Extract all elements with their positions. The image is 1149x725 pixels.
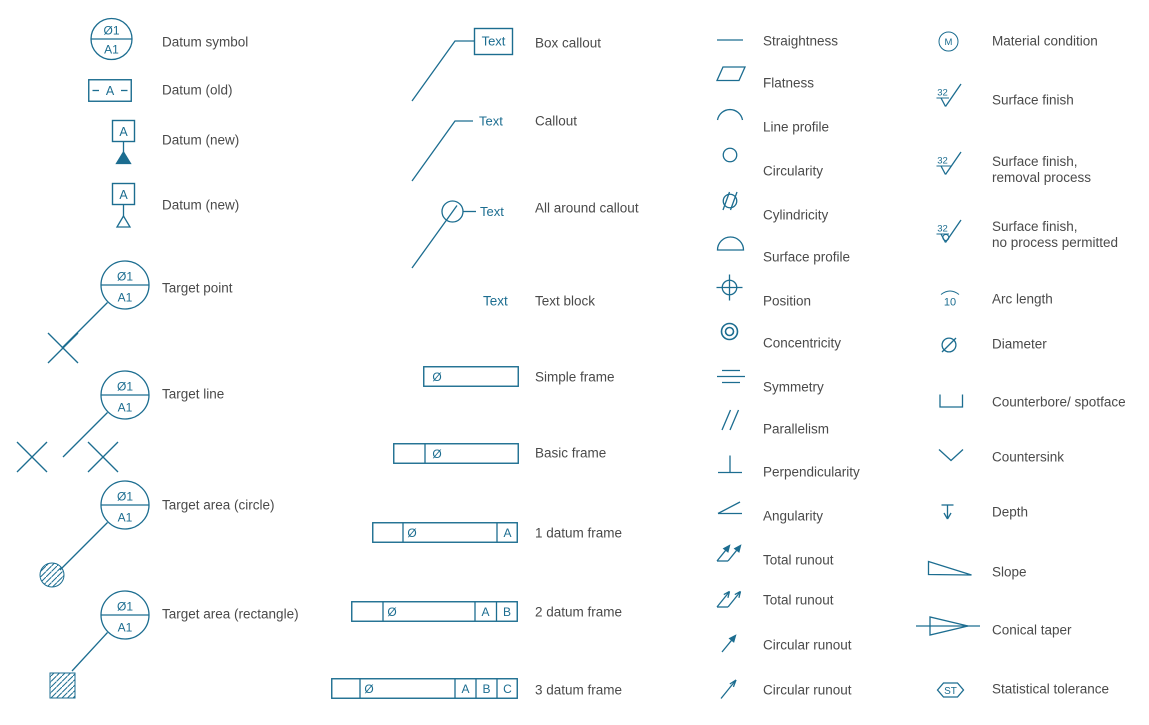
label-box-callout: Box callout xyxy=(535,35,602,51)
svg-text:A1: A1 xyxy=(117,510,133,525)
label-surface-finish-no-process: Surface finish, no process permitted xyxy=(992,219,1119,250)
datum-bottom-text: A1 xyxy=(104,42,119,57)
svg-text:Ø: Ø xyxy=(364,682,374,696)
material-condition-icon xyxy=(936,29,962,54)
conical-taper-icon xyxy=(914,613,984,640)
all-around-callout-icon xyxy=(405,190,517,272)
label-conical-taper: Conical taper xyxy=(992,622,1072,638)
label-target-point: Target point xyxy=(162,280,233,296)
label-line-profile: Line profile xyxy=(763,119,830,135)
counterbore-icon xyxy=(936,390,966,412)
label-basic-frame: Basic frame xyxy=(535,445,607,461)
label-target-line: Target line xyxy=(162,386,225,402)
label-two-datum-frame: 2 datum frame xyxy=(535,604,623,620)
label-total-runout-2: Total runout xyxy=(763,592,834,608)
line-profile-icon xyxy=(714,103,746,123)
svg-text:A: A xyxy=(119,125,128,139)
svg-text:M: M xyxy=(944,37,953,48)
svg-text:Ø1: Ø1 xyxy=(116,489,134,504)
datum-top-text: Ø1 xyxy=(103,23,120,38)
label-symmetry: Symmetry xyxy=(763,379,824,395)
straightness-icon xyxy=(714,33,746,47)
label-datum-new-2: Datum (new) xyxy=(162,197,240,213)
svg-text:32: 32 xyxy=(937,155,948,167)
label-text-block: Text block xyxy=(535,293,596,309)
label-datum-old: Datum (old) xyxy=(162,82,233,98)
perpendicularity-icon xyxy=(713,451,747,477)
callout-icon xyxy=(405,102,517,184)
simple-frame-icon xyxy=(423,366,519,387)
svg-text:A: A xyxy=(481,605,490,619)
label-total-runout-1: Total runout xyxy=(763,552,834,568)
svg-text:ST: ST xyxy=(944,685,957,697)
label-cylindricity: Cylindricity xyxy=(763,207,829,223)
parallelism-icon xyxy=(715,406,745,434)
svg-text:A1: A1 xyxy=(117,290,133,305)
svg-text:A: A xyxy=(119,188,128,202)
position-icon xyxy=(713,272,747,304)
label-target-area-circle: Target area (circle) xyxy=(162,497,275,513)
label-all-around-callout: All around callout xyxy=(535,200,639,216)
label-parallelism: Parallelism xyxy=(763,421,830,437)
svg-text:Ø1: Ø1 xyxy=(116,599,134,614)
depth-icon xyxy=(936,498,962,524)
svg-text:Text: Text xyxy=(480,204,504,219)
label-slope: Slope xyxy=(992,564,1027,580)
label-target-area-rectangle: Target area (rectangle) xyxy=(162,606,299,622)
label-statistical-tolerance: Statistical tolerance xyxy=(992,681,1110,697)
label-callout: Callout xyxy=(535,113,578,129)
basic-frame-icon xyxy=(393,443,519,464)
svg-text:32: 32 xyxy=(937,223,948,235)
svg-text:A: A xyxy=(503,526,512,540)
label-material-condition: Material condition xyxy=(992,33,1098,49)
svg-text:A: A xyxy=(461,682,470,696)
svg-text:Ø: Ø xyxy=(387,605,397,619)
label-angularity: Angularity xyxy=(763,508,824,524)
surface-finish-no-process-icon xyxy=(934,218,964,248)
label-concentricity: Concentricity xyxy=(763,335,842,351)
label-circularity: Circularity xyxy=(763,163,824,179)
circular-runout-open-icon xyxy=(715,674,745,702)
countersink-icon xyxy=(936,445,966,465)
target-area-circle-icon xyxy=(35,478,150,590)
label-arc-length: Arc length xyxy=(992,291,1053,307)
box-callout-icon xyxy=(405,22,517,104)
label-simple-frame: Simple frame xyxy=(535,369,615,385)
surface-finish-removal-icon xyxy=(934,150,964,180)
svg-text:A1: A1 xyxy=(117,400,133,415)
svg-text:Text: Text xyxy=(481,33,506,49)
label-depth: Depth xyxy=(992,504,1029,520)
slope-icon xyxy=(926,558,976,580)
cylindricity-icon xyxy=(715,188,745,214)
one-datum-frame-icon xyxy=(372,522,518,543)
label-surface-profile: Surface profile xyxy=(763,249,851,265)
concentricity-icon xyxy=(715,320,745,344)
svg-text:32: 32 xyxy=(937,87,948,99)
label-counterbore: Counterbore/ spotface xyxy=(992,394,1126,410)
angularity-icon xyxy=(713,498,747,520)
circularity-icon xyxy=(715,145,745,165)
surface-profile-icon xyxy=(714,234,748,254)
label-datum-new-1: Datum (new) xyxy=(162,132,240,148)
datum-new-filled-icon xyxy=(111,119,137,165)
svg-text:Ø1: Ø1 xyxy=(116,269,134,284)
svg-text:B: B xyxy=(502,605,512,619)
svg-text:Ø1: Ø1 xyxy=(116,379,134,394)
svg-text:Ø: Ø xyxy=(432,370,442,384)
label-circular-runout-2: Circular runout xyxy=(763,682,852,698)
svg-text:A1: A1 xyxy=(117,620,133,635)
two-datum-frame-icon xyxy=(351,601,518,622)
label-flatness: Flatness xyxy=(763,75,815,91)
diameter-icon xyxy=(934,330,964,360)
target-point-icon xyxy=(35,260,150,365)
target-line-icon xyxy=(15,368,150,490)
flatness-icon xyxy=(714,64,748,84)
svg-text:A: A xyxy=(105,84,115,98)
label-datum-symbol: Datum symbol xyxy=(162,34,249,50)
label-position: Position xyxy=(763,293,812,309)
label-countersink: Countersink xyxy=(992,449,1065,465)
surface-finish-icon xyxy=(934,82,964,112)
label-perpendicularity: Perpendicularity xyxy=(763,464,860,480)
label-one-datum-frame: 1 datum frame xyxy=(535,525,623,541)
three-datum-frame-icon xyxy=(331,678,518,699)
svg-text:Text: Text xyxy=(479,113,503,129)
label-three-datum-frame: 3 datum frame xyxy=(535,682,623,698)
text-block-glyph: Text xyxy=(483,293,508,309)
label-diameter: Diameter xyxy=(992,336,1047,352)
total-runout-filled-icon xyxy=(712,538,748,566)
label-surface-finish: Surface finish xyxy=(992,92,1074,108)
total-runout-open-icon xyxy=(712,584,748,612)
datum-new-open-icon xyxy=(111,182,137,228)
statistical-tolerance-icon xyxy=(934,679,968,701)
arc-length-icon xyxy=(936,284,964,310)
datum-symbol-icon xyxy=(89,17,134,62)
label-straightness: Straightness xyxy=(763,33,839,49)
svg-text:C: C xyxy=(503,682,512,696)
svg-text:Ø: Ø xyxy=(407,526,417,540)
datum-old-icon xyxy=(88,79,132,102)
target-area-rectangle-icon xyxy=(40,588,152,700)
label-surface-finish-removal: Surface finish, removal process xyxy=(992,154,1092,185)
symmetry-icon xyxy=(714,365,748,389)
svg-text:B: B xyxy=(482,682,491,696)
label-circular-runout-1: Circular runout xyxy=(763,637,852,653)
circular-runout-filled-icon xyxy=(715,628,745,656)
svg-text:Ø: Ø xyxy=(432,447,442,461)
svg-text:10: 10 xyxy=(943,296,957,309)
